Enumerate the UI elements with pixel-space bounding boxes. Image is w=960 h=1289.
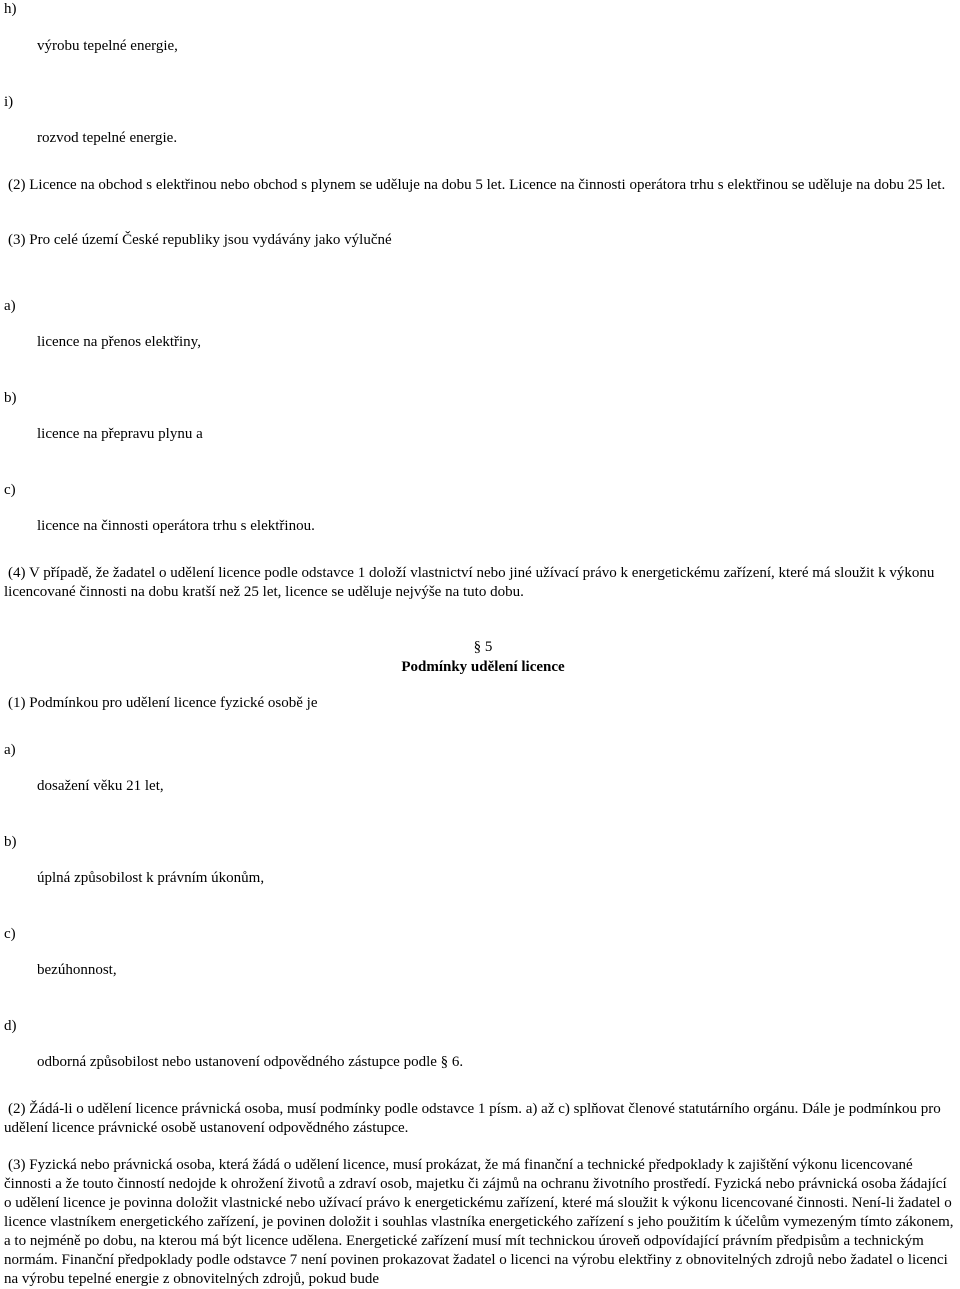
s5-paragraph-1: (1) Podmínkou pro udělení licence fyzické osobě je: [8, 695, 318, 711]
list-item-text-i: rozvod tepelné energie.: [37, 130, 178, 146]
list-marker-b: b): [4, 390, 17, 406]
section-title: Podmínky udělení licence: [401, 659, 565, 675]
list-item-text-h: výrobu tepelné energie,: [37, 38, 178, 54]
list-marker-a: a): [4, 298, 16, 314]
s5-list-marker-a: a): [4, 742, 16, 758]
list-item-text-c: licence na činnosti operátora trhu s elektřinou.: [37, 518, 315, 534]
s5-list-item-text-b: úplná způsobilost k právním úkonům,: [37, 870, 265, 886]
s5-list-marker-c: c): [4, 926, 16, 942]
s5-list-item-text-c: bezúhonnost,: [37, 962, 117, 978]
s5-list-marker-d: d): [4, 1018, 17, 1034]
s5-list-marker-b: b): [4, 834, 17, 850]
s5-paragraph-2: (2) Žádá-li o udělení licence právnická osoba, musí podmínky podle odstavce 1 písm. a) až c) splňovat členové statutárního orgánu. Dále je podmínkou pro udělení licence právnické osobě ustanovení odpovědného zástupce.: [4, 1101, 941, 1136]
section-number: § 5: [473, 639, 493, 655]
s5-paragraph-3: (3) Fyzická nebo právnická osoba, která žádá o udělení licence, musí prokázat, že má finanční a technické předpoklady k zajištění výkonu licencované činnosti a že touto činností nedojde k ohrožení životů a zdraví osob, majetku či zájmů na ochranu životního prostředí. Fyzická nebo právnická osoba žádající o udělení licence je povinna doložit vlastnické nebo užívací právo k energetickému zařízení, které má sloužit k výkonu licencované činnosti. Není-li žadatel o licence vlastníkem energetického zařízení, je povinen doložit i souhlas vlastníka energetického zařízení s jeho použitím k účelům vymezeným tímto zákonem, a to nejméně po dobu, na kterou má být licence udělena. Energetické zařízení musí mít technickou úroveň odpovídající právním předpisům a technickým normám. Finanční předpoklady podle odstavce 7 není povinen prokazovat žadatel o licenci na výrobu elektřiny z obnovitelných zdrojů nebo žadatel o licenci na výrobu tepelné energie z obnovitelných zdrojů, pokud bude: [4, 1157, 954, 1287]
list-marker-i: i): [4, 94, 14, 110]
paragraph-3: (3) Pro celé území České republiky jsou vydávány jako výlučné: [8, 232, 392, 248]
s5-list-item-text-d: odborná způsobilost nebo ustanovení odpovědného zástupce podle § 6.: [37, 1054, 464, 1070]
paragraph-4: (4) V případě, že žadatel o udělení licence podle odstavce 1 doloží vlastnictví nebo jiné užívací právo k energetickému zařízení, které má sloužit k výkonu licencované činnosti na dobu kratší než 25 let, licence se uděluje nejvýše na tuto dobu.: [4, 565, 935, 600]
paragraph-2: (2) Licence na obchod s elektřinou nebo obchod s plynem se uděluje na dobu 5 let. Licence na činnosti operátora trhu s elektřinou se uděluje na dobu 25 let.: [8, 177, 946, 193]
list-item-text-b: licence na přepravu plynu a: [37, 426, 203, 442]
list-marker-h: h): [4, 1, 17, 17]
list-marker-c: c): [4, 482, 16, 498]
s5-list-item-text-a: dosažení věku 21 let,: [37, 778, 164, 794]
list-item-text-a: licence na přenos elektřiny,: [37, 334, 201, 350]
